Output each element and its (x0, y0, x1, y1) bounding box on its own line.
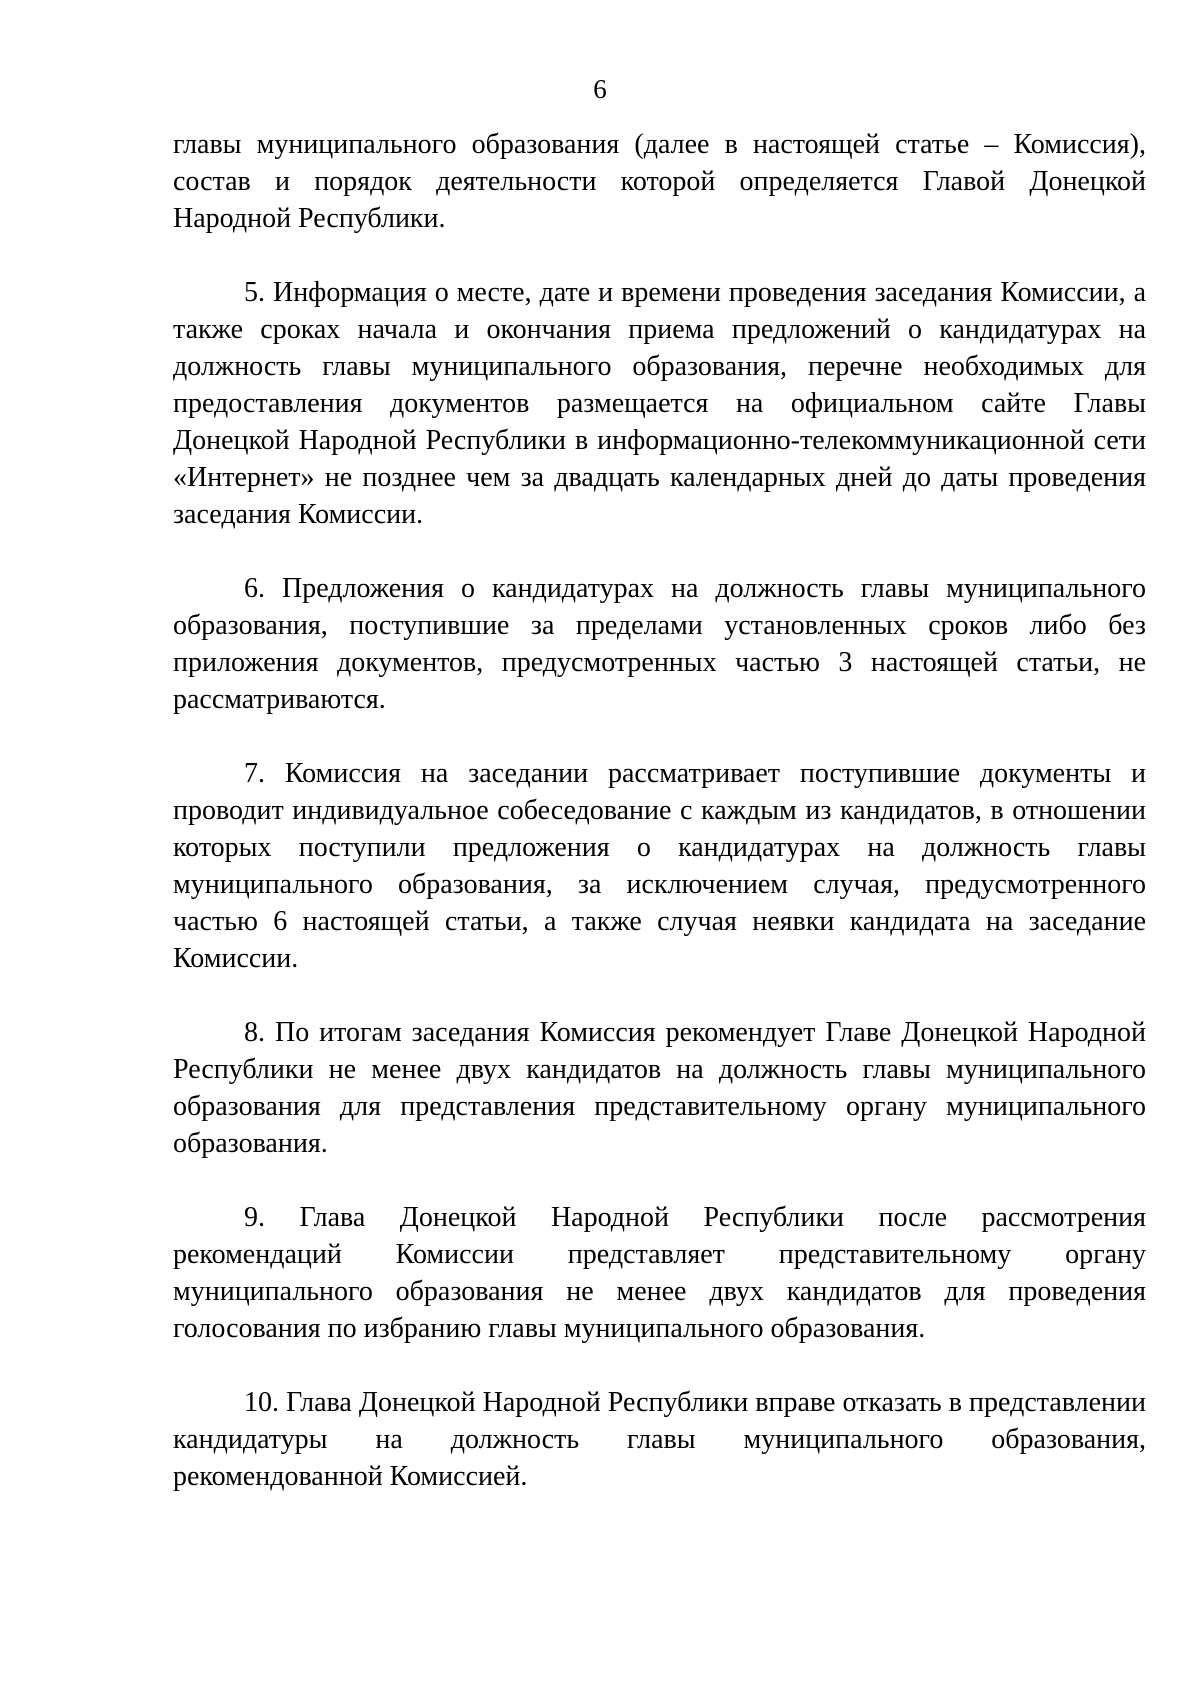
paragraph-item-8: 8. По итогам заседания Комиссия рекомендует Главе Донецкой Народной Республики не менее двух кандидатов на должность главы муниципального образования для представления представительному органу муниципального образования. (173, 1017, 1146, 1159)
paragraph-item-5: 5. Информация о месте, дате и времени проведения заседания Комиссии, а также сроках начала и окончания приема предложений о кандидатурах на должность главы муниципального образования, перечне необходимых для предоставления документов размещается на официальном сайте Главы Донецкой Народной Республики в информационно-телекоммуникационной сети «Интернет» не позднее чем за двадцать календарных дней до даты проведения заседания Комиссии. (173, 277, 1146, 530)
paragraph-item-10: 10. Глава Донецкой Народной Республики вправе отказать в представлении кандидатуры на должность главы муниципального образования, рекомендованной Комиссией. (173, 1387, 1146, 1492)
page-number: 6 (593, 74, 607, 104)
paragraph-item-7: 7. Комиссия на заседании рассматривает поступившие документы и проводит индивидуальное собеседование с каждым из кандидатов, в отношении которых поступили предложения о кандидатурах на должность главы муниципального образования, за исключением случая, предусмотренного частью 6 настоящей статьи, а также случая неявки кандидата на заседание Комиссии. (173, 758, 1146, 974)
paragraph-continuation: главы муниципального образования (далее в настоящей статье – Комиссия), состав и порядок деятельности которой определяется Главой Донецкой Народной Республики. (173, 129, 1146, 234)
paragraph-item-9: 9. Глава Донецкой Народной Республики после рассмотрения рекомендаций Комиссии представляет представительному органу муниципального образования не менее двух кандидатов для проведения голосования по избранию главы муниципального образования. (173, 1202, 1146, 1344)
document-text (173, 126, 1146, 1495)
paragraph-item-6: 6. Предложения о кандидатурах на должность главы муниципального образования, поступившие за пределами установленных сроков либо без приложения документов, предусмотренных частью 3 настоящей статьи, не рассматриваются. (173, 573, 1146, 715)
